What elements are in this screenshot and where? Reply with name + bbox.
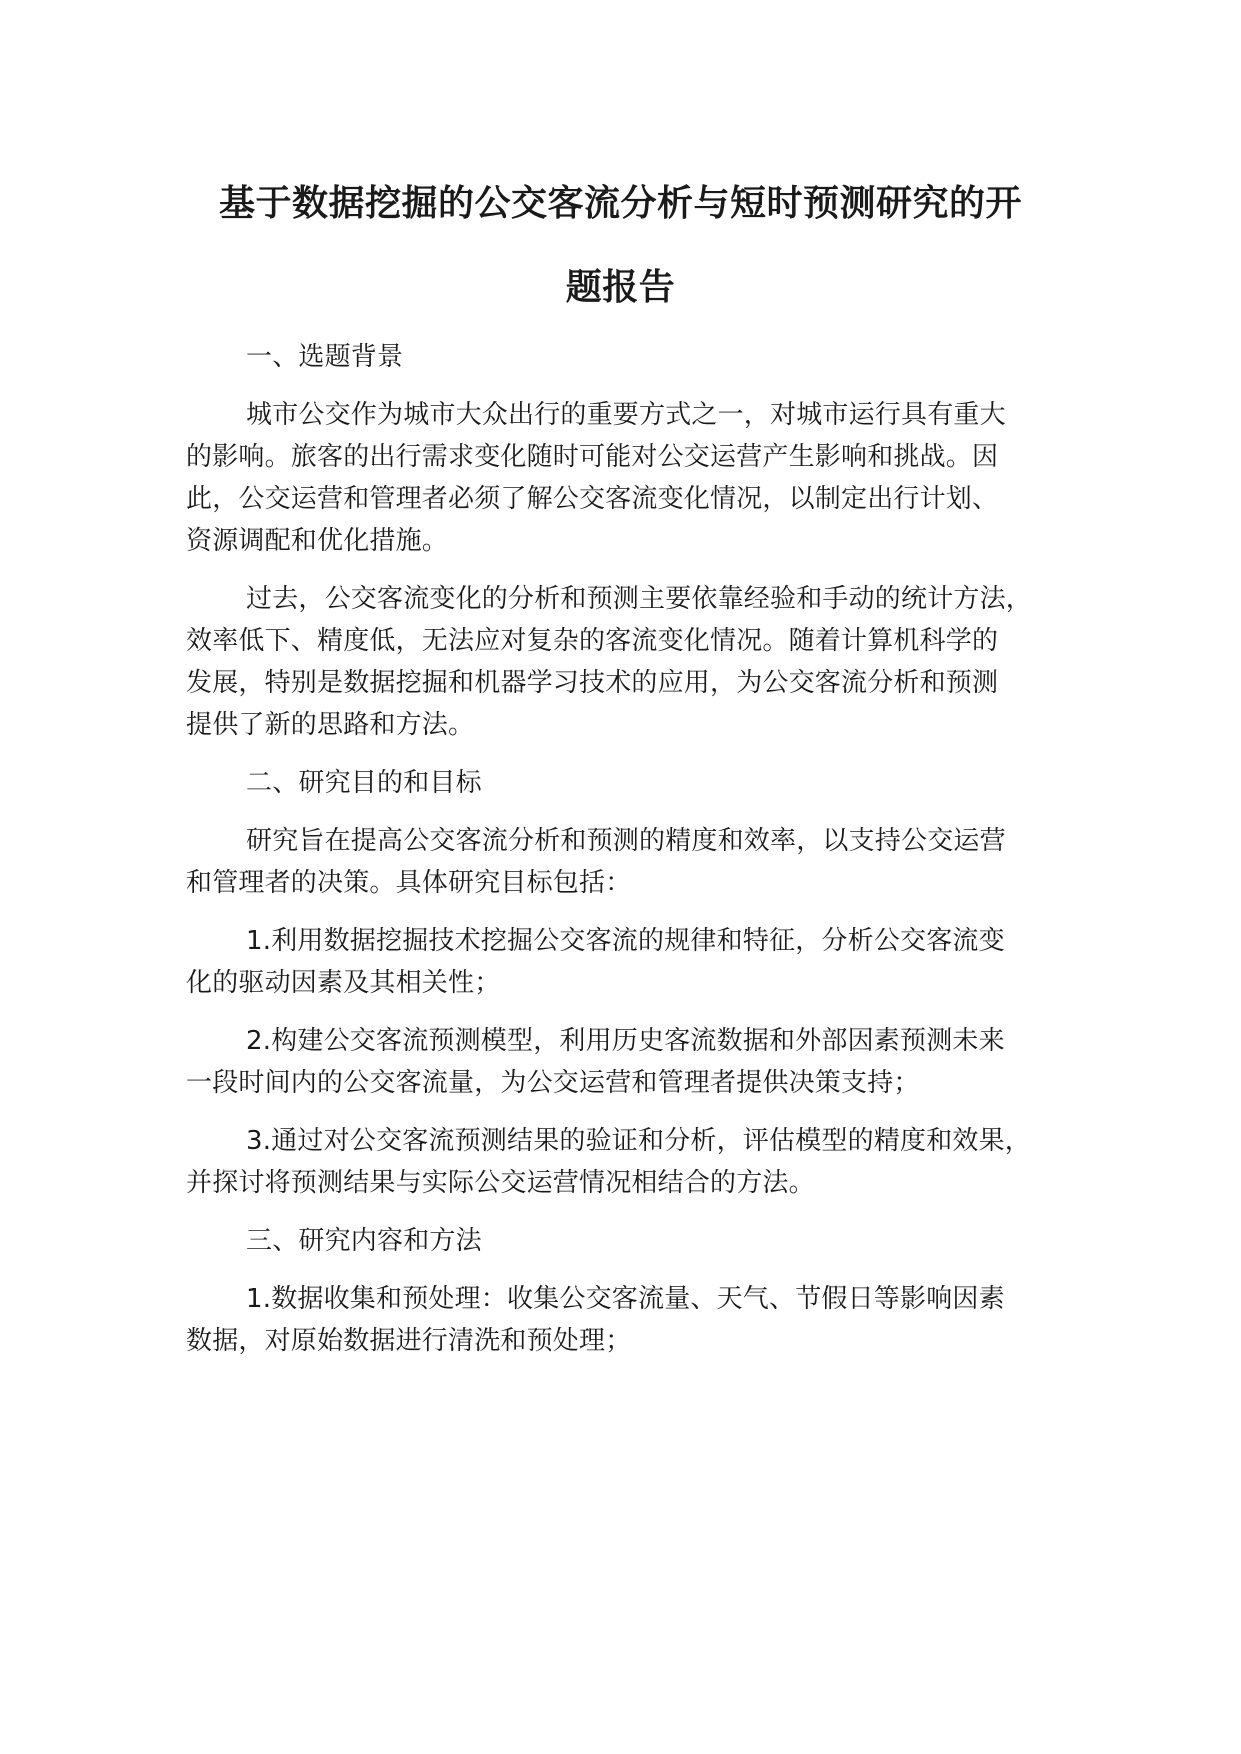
list-item-line: 2.构建公交客流预测模型，利用历史客流数据和外部因素预测未来 [246,1026,1005,1056]
paragraph-line: 和管理者的决策。具体研究目标包括： [186,868,632,898]
paragraph-line: 资源调配和优化措施。 [186,526,449,556]
paragraph-line: 过去，公交客流变化的分析和预测主要依靠经验和手动的统计方法， [246,584,1033,614]
list-item-line: 并探讨将预测结果与实际公交运营情况相结合的方法。 [186,1168,815,1198]
list-item-line: 3.通过对公交客流预测结果的验证和分析，评估模型的精度和效果， [246,1126,1032,1156]
list-item-line: 化的驱动因素及其相关性； [186,968,501,998]
paragraph-line: 的影响。旅客的出行需求变化随时可能对公交运营产生影响和挑战。因 [186,442,999,472]
paragraph-line: 发展，特别是数据挖掘和机器学习技术的应用，为公交客流分析和预测 [186,668,999,698]
section-heading-background: 一、选题背景 [246,342,404,372]
section-heading-objectives: 二、研究目的和目标 [246,768,482,798]
list-item-line: 数据，对原始数据进行清洗和预处理； [186,1326,632,1356]
paragraph-line: 城市公交作为城市大众出行的重要方式之一，对城市运行具有重大 [246,400,1006,430]
document-title-line-2: 题报告 [565,267,676,308]
list-item-line: 一段时间内的公交客流量，为公交运营和管理者提供决策支持； [186,1068,920,1098]
paragraph-line: 效率低下、精度低，无法应对复杂的客流变化情况。随着计算机科学的 [186,626,999,656]
list-item-line: 1.利用数据挖掘技术挖掘公交客流的规律和特征，分析公交客流变 [246,926,1005,956]
document-title-line-1: 基于数据挖掘的公交客流分析与短时预测研究的开 [218,183,1022,224]
paragraph-line: 此，公交运营和管理者必须了解公交客流变化情况，以制定出行计划、 [186,484,999,514]
section-heading-content-methods: 三、研究内容和方法 [246,1226,482,1256]
list-item-line: 1.数据收集和预处理：收集公交客流量、天气、节假日等影响因素 [246,1284,1005,1314]
paragraph-line: 研究旨在提高公交客流分析和预测的精度和效率，以支持公交运营 [246,826,1006,856]
paragraph-line: 提供了新的思路和方法。 [186,710,475,740]
